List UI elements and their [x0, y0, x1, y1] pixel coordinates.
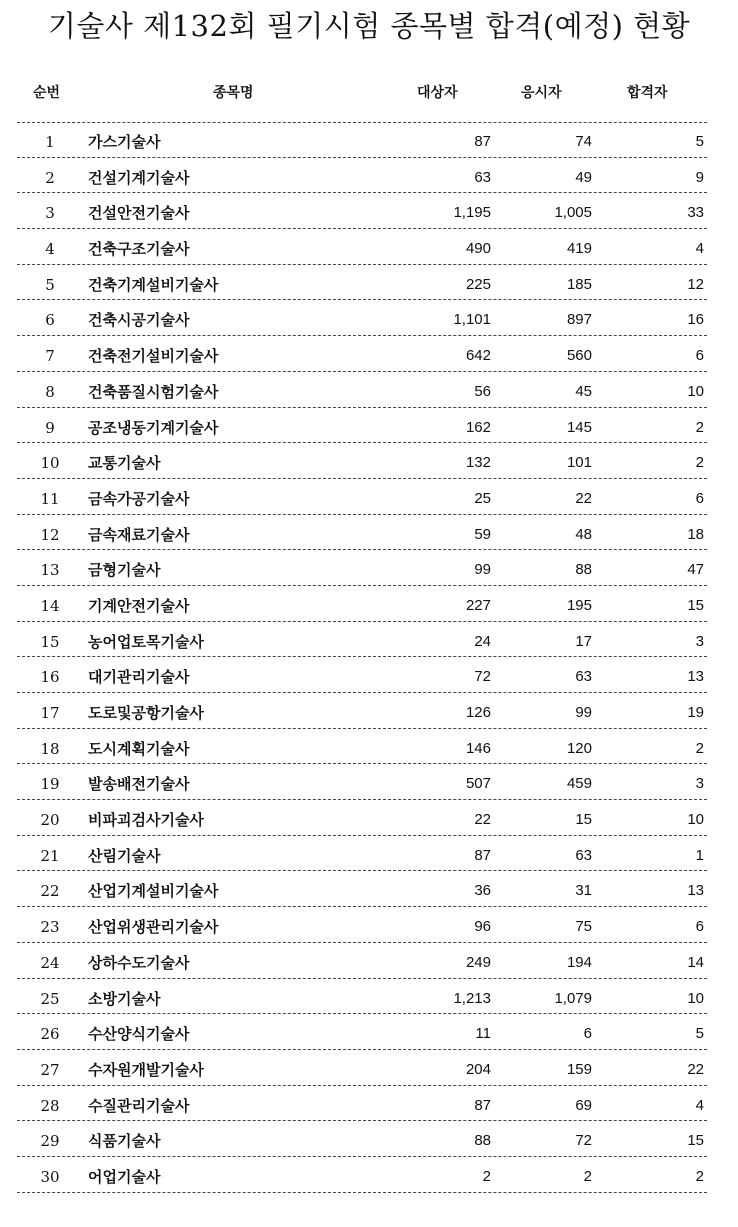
row-targets: 87 — [474, 133, 491, 150]
row-applicants: 194 — [566, 953, 592, 971]
row-number: 18 — [40, 739, 60, 758]
row-applicants: 419 — [566, 240, 592, 258]
table-row — [17, 193, 707, 229]
row-targets: 132 — [465, 454, 491, 472]
row-number: 13 — [40, 561, 60, 580]
row-name: 발송배전기술사 — [88, 775, 190, 794]
table-row — [17, 657, 707, 693]
row-passers: 2 — [695, 1167, 704, 1185]
row-number: 24 — [40, 953, 60, 972]
row-passers: 16 — [687, 311, 704, 329]
row-passers: 2 — [695, 739, 704, 757]
row-applicants: 63 — [575, 846, 592, 864]
row-passers: 19 — [687, 704, 704, 721]
header-targets: 대상자 — [417, 85, 458, 101]
table-row — [17, 800, 707, 836]
header-passers: 합격자 — [627, 85, 668, 101]
row-applicants: 145 — [566, 418, 592, 436]
row-name: 공조냉동기계기술사 — [88, 418, 219, 437]
row-targets: 1,195 — [453, 204, 491, 222]
row-number: 8 — [45, 382, 55, 401]
table-row — [17, 336, 707, 372]
table-row — [17, 622, 707, 658]
row-targets: 1,101 — [453, 311, 491, 329]
row-name: 도로및공항기술사 — [88, 704, 204, 722]
row-targets: 2 — [482, 1167, 491, 1185]
table-row — [17, 300, 707, 336]
row-name: 산림기술사 — [88, 846, 161, 865]
table-row — [17, 265, 707, 301]
row-number: 9 — [45, 418, 55, 437]
row-number: 20 — [40, 811, 60, 830]
row-number: 23 — [40, 918, 60, 937]
table-row — [17, 372, 707, 408]
row-name: 건설기계기술사 — [88, 168, 190, 187]
row-name: 농어업토목기술사 — [88, 632, 204, 651]
row-number: 30 — [40, 1167, 60, 1186]
row-targets: 162 — [465, 418, 491, 436]
row-name: 금속가공기술사 — [88, 489, 190, 508]
table-row — [17, 586, 707, 622]
row-applicants: 69 — [575, 1096, 592, 1114]
row-targets: 227 — [465, 596, 491, 614]
table-row — [17, 1121, 707, 1157]
row-number: 26 — [40, 1025, 60, 1044]
row-applicants: 897 — [566, 311, 592, 329]
row-targets: 87 — [474, 846, 491, 864]
table-row — [17, 550, 707, 586]
table-row — [17, 479, 707, 515]
row-number: 15 — [40, 632, 60, 651]
row-targets: 642 — [465, 347, 491, 365]
table-row — [17, 836, 707, 872]
row-number: 28 — [40, 1096, 60, 1115]
row-passers: 14 — [687, 953, 704, 971]
row-number: 11 — [40, 489, 60, 508]
row-targets: 1,213 — [453, 989, 491, 1007]
row-passers: 10 — [687, 989, 704, 1007]
table-row — [17, 1014, 707, 1050]
row-applicants: 45 — [575, 382, 592, 400]
row-number: 29 — [40, 1132, 60, 1151]
row-number: 10 — [40, 454, 60, 473]
row-name: 비파괴검사기술사 — [88, 811, 204, 830]
row-targets: 56 — [474, 382, 491, 400]
row-name: 금속재료기술사 — [88, 525, 190, 544]
row-applicants: 2 — [583, 1167, 592, 1185]
row-name: 수질관리기술사 — [88, 1096, 190, 1115]
row-passers: 47 — [687, 561, 704, 579]
table-row — [17, 979, 707, 1015]
row-passers: 3 — [695, 775, 704, 793]
row-applicants: 48 — [575, 525, 592, 543]
row-targets: 249 — [465, 953, 491, 971]
row-name: 건축기계설비기술사 — [88, 275, 219, 294]
results-table — [0, 122, 738, 1193]
row-passers: 10 — [687, 811, 704, 829]
table-row — [17, 122, 707, 158]
row-applicants: 74 — [575, 133, 592, 150]
row-applicants: 17 — [575, 632, 592, 650]
row-targets: 59 — [474, 525, 491, 543]
row-applicants: 15 — [575, 811, 592, 829]
row-passers: 4 — [695, 1096, 704, 1114]
table-row — [17, 729, 707, 765]
row-applicants: 22 — [575, 489, 592, 507]
row-applicants: 88 — [575, 561, 592, 579]
row-name: 어업기술사 — [88, 1167, 161, 1186]
row-passers: 6 — [695, 489, 704, 507]
table-row — [17, 443, 707, 479]
row-name: 건축전기설비기술사 — [88, 347, 219, 366]
row-passers: 22 — [687, 1060, 704, 1078]
header-applicants: 응시자 — [521, 85, 562, 101]
row-name: 대기관리기술사 — [88, 668, 190, 687]
row-number: 21 — [40, 846, 60, 865]
row-targets: 146 — [465, 739, 491, 757]
row-applicants: 75 — [575, 918, 592, 936]
row-targets: 36 — [474, 882, 491, 900]
row-number: 16 — [40, 668, 60, 687]
row-passers: 13 — [687, 668, 704, 686]
header-no: 순번 — [33, 85, 61, 101]
row-number: 14 — [40, 596, 60, 615]
row-targets: 24 — [474, 632, 491, 650]
row-passers: 4 — [695, 240, 704, 258]
row-passers: 18 — [687, 525, 704, 543]
row-name: 건축구조기술사 — [88, 240, 190, 259]
row-targets: 225 — [465, 275, 491, 293]
row-name: 수산양식기술사 — [88, 1025, 190, 1044]
table-row — [17, 408, 707, 444]
row-applicants: 120 — [566, 739, 592, 757]
header-name: 종목명 — [213, 85, 254, 101]
row-number: 3 — [45, 204, 55, 223]
table-row — [17, 1086, 707, 1122]
page-title: 기술사 제132회 필기시험 종목별 합격(예정) 현황 — [47, 9, 691, 43]
row-number: 17 — [40, 704, 60, 722]
row-applicants: 185 — [566, 275, 592, 293]
row-passers: 33 — [687, 204, 704, 222]
row-targets: 99 — [474, 561, 491, 579]
row-passers: 1 — [695, 846, 704, 864]
row-targets: 87 — [474, 1096, 491, 1114]
row-passers: 13 — [687, 882, 704, 900]
row-applicants: 31 — [575, 882, 592, 900]
table-row — [17, 907, 707, 943]
row-name: 건설안전기술사 — [88, 204, 190, 223]
table-row — [17, 229, 707, 265]
row-number: 6 — [45, 311, 55, 330]
row-passers: 6 — [695, 347, 704, 365]
row-applicants: 560 — [566, 347, 592, 365]
row-number: 25 — [40, 989, 60, 1008]
row-passers: 9 — [695, 168, 704, 186]
row-applicants: 49 — [575, 168, 592, 186]
row-targets: 507 — [465, 775, 491, 793]
table-row — [17, 764, 707, 800]
row-targets: 22 — [474, 811, 491, 829]
row-name: 금형기술사 — [88, 561, 161, 580]
row-name: 상하수도기술사 — [88, 953, 190, 972]
row-number: 4 — [45, 240, 55, 259]
row-number: 19 — [40, 775, 60, 794]
row-passers: 5 — [695, 133, 704, 150]
table-row — [17, 515, 707, 551]
row-passers: 15 — [687, 1132, 704, 1150]
row-applicants: 6 — [583, 1025, 592, 1043]
row-applicants: 1,079 — [554, 989, 592, 1007]
table-row — [17, 1050, 707, 1086]
row-targets: 11 — [475, 1025, 491, 1043]
table-row — [17, 1157, 707, 1193]
row-targets: 25 — [474, 489, 491, 507]
row-applicants: 159 — [566, 1060, 592, 1078]
row-name: 산업위생관리기술사 — [88, 918, 219, 937]
row-name: 도시계획기술사 — [88, 739, 190, 758]
row-name: 가스기술사 — [88, 133, 161, 151]
row-number: 27 — [40, 1060, 60, 1079]
row-targets: 72 — [474, 668, 491, 686]
row-applicants: 101 — [566, 454, 592, 472]
row-targets: 204 — [465, 1060, 491, 1078]
row-name: 건축시공기술사 — [88, 311, 190, 330]
table-row — [17, 871, 707, 907]
table-row — [17, 943, 707, 979]
row-name: 식품기술사 — [88, 1132, 161, 1151]
row-applicants: 63 — [575, 668, 592, 686]
row-passers: 10 — [687, 382, 704, 400]
row-number: 7 — [45, 347, 55, 366]
row-number: 1 — [45, 133, 55, 151]
row-applicants: 99 — [575, 704, 592, 721]
table-row — [17, 693, 707, 729]
row-passers: 15 — [687, 596, 704, 614]
row-targets: 490 — [465, 240, 491, 258]
row-number: 5 — [45, 275, 55, 294]
row-passers: 2 — [695, 418, 704, 436]
row-applicants: 459 — [566, 775, 592, 793]
row-name: 수자원개발기술사 — [88, 1060, 204, 1079]
row-number: 2 — [45, 168, 55, 187]
row-name: 소방기술사 — [88, 989, 161, 1008]
row-number: 22 — [40, 882, 60, 901]
row-name: 기계안전기술사 — [88, 596, 190, 615]
row-targets: 63 — [474, 168, 491, 186]
row-passers: 3 — [695, 632, 704, 650]
row-targets: 96 — [474, 918, 491, 936]
row-passers: 6 — [695, 918, 704, 936]
row-name: 산업기계설비기술사 — [88, 882, 219, 901]
table-row — [17, 158, 707, 194]
row-targets: 88 — [474, 1132, 491, 1150]
row-name: 건축품질시험기술사 — [88, 382, 219, 401]
row-passers: 12 — [687, 275, 704, 293]
row-applicants: 72 — [575, 1132, 592, 1150]
row-name: 교통기술사 — [88, 454, 161, 473]
row-passers: 5 — [695, 1025, 704, 1043]
row-targets: 126 — [465, 704, 491, 721]
row-number: 12 — [40, 525, 60, 544]
row-applicants: 195 — [566, 596, 592, 614]
row-applicants: 1,005 — [554, 204, 592, 222]
row-passers: 2 — [695, 454, 704, 472]
